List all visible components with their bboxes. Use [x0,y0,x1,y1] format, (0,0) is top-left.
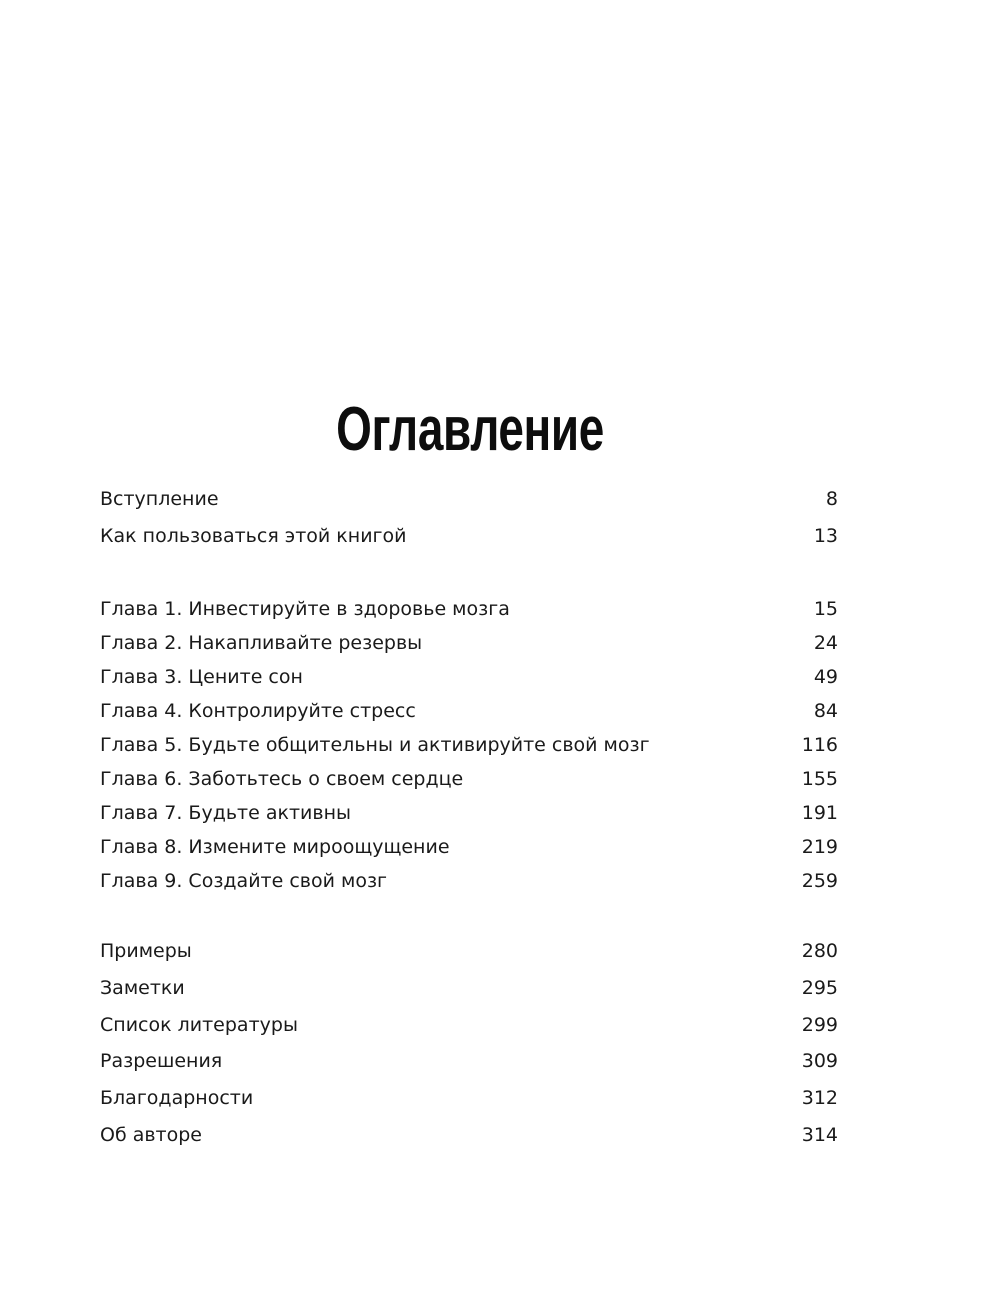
toc-entry-page: 219 [801,836,838,858]
toc-entry-label: Глава 2. Накапливайте резервы [100,632,423,654]
toc-entry-chapter-2[interactable] [100,628,838,662]
toc-entry-how-to-use[interactable] [100,520,838,557]
toc-entry-page: 13 [813,525,838,547]
toc-entry-label: Глава 4. Контролируйте стресс [100,700,416,722]
toc-entry-notes[interactable] [100,972,838,1009]
toc-entry-page: 259 [801,870,838,892]
toc-entry-page: 299 [801,1013,838,1036]
toc-entry-acknowledgements[interactable] [100,1082,838,1119]
toc-entry-label: Глава 1. Инвестируйте в здоровье мозга [100,598,510,620]
toc-entry-label: Список литературы [100,1013,298,1036]
toc-entry-chapter-6[interactable] [100,764,838,798]
toc-entry-page: 84 [813,700,838,722]
toc-entry-label: Благодарности [100,1087,254,1110]
toc-entry-chapter-9[interactable] [100,866,838,900]
toc-entry-label: Как пользоваться этой книгой [100,525,407,547]
toc-entry-intro[interactable] [100,483,838,520]
toc-entry-chapter-5[interactable] [100,730,838,764]
toc-entry-page: 309 [801,1050,838,1073]
toc-entry-label: Заметки [100,976,185,999]
toc-entry-chapter-1[interactable] [100,594,838,628]
toc-entry-label: Глава 8. Измените мироощущение [100,836,450,858]
toc-entry-page: 116 [801,734,838,756]
toc-entry-page: 8 [825,488,838,510]
toc-entry-label: Глава 9. Создайте свой мозг [100,870,388,892]
toc-entry-label: Об авторе [100,1123,202,1146]
toc-entry-chapter-8[interactable] [100,832,838,866]
toc-entry-page: 280 [801,940,838,962]
toc-entry-page: 49 [813,666,838,688]
toc-entry-label: Глава 7. Будьте активны [100,802,351,824]
toc-entry-page: 295 [801,976,838,999]
toc-entry-page: 314 [801,1123,838,1146]
toc-intro-section [100,483,838,557]
toc-entry-label: Глава 6. Заботьтесь о своем сердце [100,768,464,790]
page-title: Оглавление [336,394,604,464]
toc-entry-label: Глава 3. Цените сон [100,666,303,688]
toc-chapters-section [100,594,838,900]
toc-appendix-section [100,935,838,1156]
toc-entry-chapter-3[interactable] [100,662,838,696]
toc-entry-about-author[interactable] [100,1119,838,1156]
toc-entry-permissions[interactable] [100,1045,838,1082]
toc-entry-page: 155 [801,768,838,790]
toc-entry-label: Примеры [100,940,192,962]
toc-entry-page: 15 [813,598,838,620]
toc-entry-page: 24 [813,632,838,654]
toc-entry-chapter-7[interactable] [100,798,838,832]
toc-entry-page: 191 [801,802,838,824]
toc-entry-bibliography[interactable] [100,1009,838,1046]
toc-entry-page: 312 [801,1087,838,1110]
toc-entry-label: Глава 5. Будьте общительны и активируйте свой мозг [100,734,650,756]
toc-entry-examples[interactable] [100,935,838,972]
toc-entry-chapter-4[interactable] [100,696,838,730]
toc-entry-label: Вступление [100,488,219,510]
toc-entry-label: Разрешения [100,1050,223,1073]
